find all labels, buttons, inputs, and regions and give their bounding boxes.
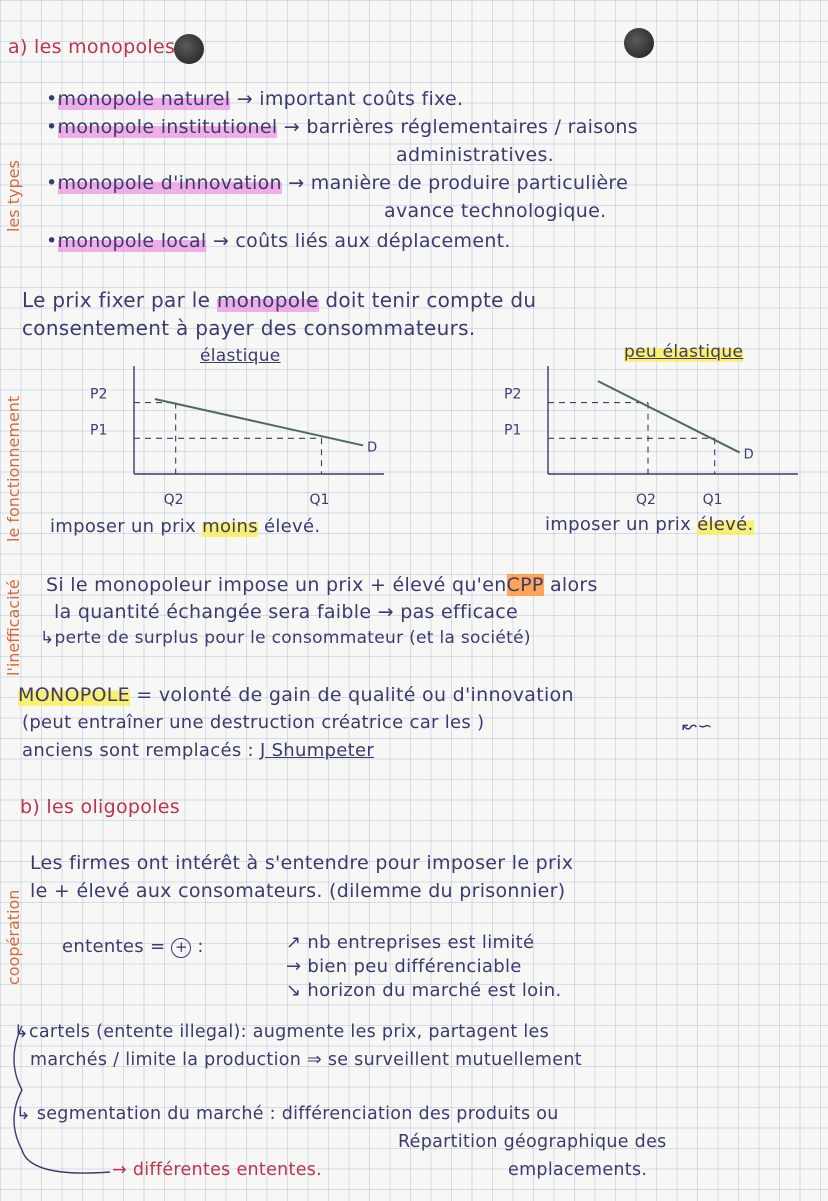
brace-connector [0, 1020, 120, 1190]
tick-label-p1: P1 [90, 422, 108, 439]
tick-label-q1: Q1 [702, 492, 723, 508]
condition-1: ↗ nb entreprises est limité [286, 932, 535, 953]
tick-label-q2: Q2 [163, 492, 184, 508]
monopole-line-1: MONOPOLE = volonté de gain de qualité ou d'innovation [18, 684, 574, 706]
tick-label-q1: Q1 [309, 492, 330, 508]
price-line-2: consentement à payer des consommateurs. [22, 316, 476, 340]
tick-label-p2: P2 [90, 386, 108, 403]
monopole-line-3: anciens sont remplacés : J Shumpeter [22, 740, 375, 761]
type-row-naturel: •monopole naturel → important coûts fixe. [46, 88, 464, 110]
binder-hole-right [624, 28, 654, 58]
section-b-title: b) les oligopoles [20, 796, 180, 818]
tick-label-q2: Q2 [636, 492, 656, 508]
ineff-line-1: Si le monopoleur impose un prix + élevé qu'enCPP alors [46, 574, 598, 596]
type-row-innovation-cont: avance technologique. [384, 200, 607, 222]
margin-label-types: les types [4, 160, 23, 232]
caption-right: imposer un prix élevé. [545, 514, 754, 535]
segmentation-line-3: emplacements. [508, 1160, 648, 1180]
condition-3: ↘ horizon du marché est loin. [286, 980, 562, 1001]
chart-elastique [76, 362, 396, 512]
chart-right-title: peu élastique [624, 342, 744, 362]
differentes-ententes: → différentes ententes. [112, 1160, 323, 1180]
tick-label-p2: P2 [504, 386, 522, 403]
condition-2: → bien peu différenciable [286, 956, 522, 977]
cartels-line-1: ↳cartels (entente illegal): augmente les prix, partagent les [14, 1022, 550, 1042]
squiggle-icon: ↜∽ [682, 716, 713, 737]
type-row-innovation: •monopole d'innovation → manière de produire particulière [46, 172, 629, 194]
margin-label-fonctionnement: le fonctionnement [4, 395, 23, 542]
demand-curve [598, 381, 740, 452]
segmentation-line-2: Répartition géographique des [398, 1132, 667, 1152]
segmentation-line-1: ↳ segmentation du marché : différenciation des produits ou [16, 1104, 559, 1124]
demand-label: D [743, 447, 754, 463]
margin-label-cooperation: coopération [4, 889, 23, 985]
margin-label-inefficacite: l'inefficacité [4, 579, 23, 676]
plus-circle-icon: + [171, 938, 191, 958]
price-line-1: Le prix fixer par le monopole doit tenir compte du [22, 288, 537, 312]
type-row-institutionel-cont: administratives. [396, 144, 555, 166]
oligopole-line-2: le + élevé aux consomateurs. (dilemme du prisonnier) [30, 880, 566, 902]
monopole-line-2: (peut entraîner une destruction créatrice car les ) [22, 712, 485, 733]
chart-left-title: élastique [200, 346, 281, 366]
ineff-line-2: la quantité échangée sera faible → pas efficace [54, 601, 519, 623]
ententes-label: ententes = + : [62, 936, 204, 957]
tick-label-p1: P1 [504, 422, 522, 439]
section-a-title: a) les monopoles [8, 36, 176, 58]
caption-left: imposer un prix moins élevé. [50, 516, 321, 537]
type-row-institutionel: •monopole institutionel → barrières réglementaires / raisons [46, 116, 638, 138]
chart-peu-elastique [490, 362, 810, 512]
ineff-line-3: ↳perte de surplus pour le consommateur (et la société) [40, 628, 531, 648]
type-row-local: •monopole local → coûts liés aux déplacement. [46, 230, 511, 252]
oligopole-line-1: Les firmes ont intérêt à s'entendre pour imposer le prix [30, 852, 574, 874]
binder-hole-left [174, 34, 204, 64]
cartels-line-2: marchés / limite la production ⇒ se surveillent mutuellement [30, 1050, 582, 1070]
demand-label: D [367, 440, 378, 456]
